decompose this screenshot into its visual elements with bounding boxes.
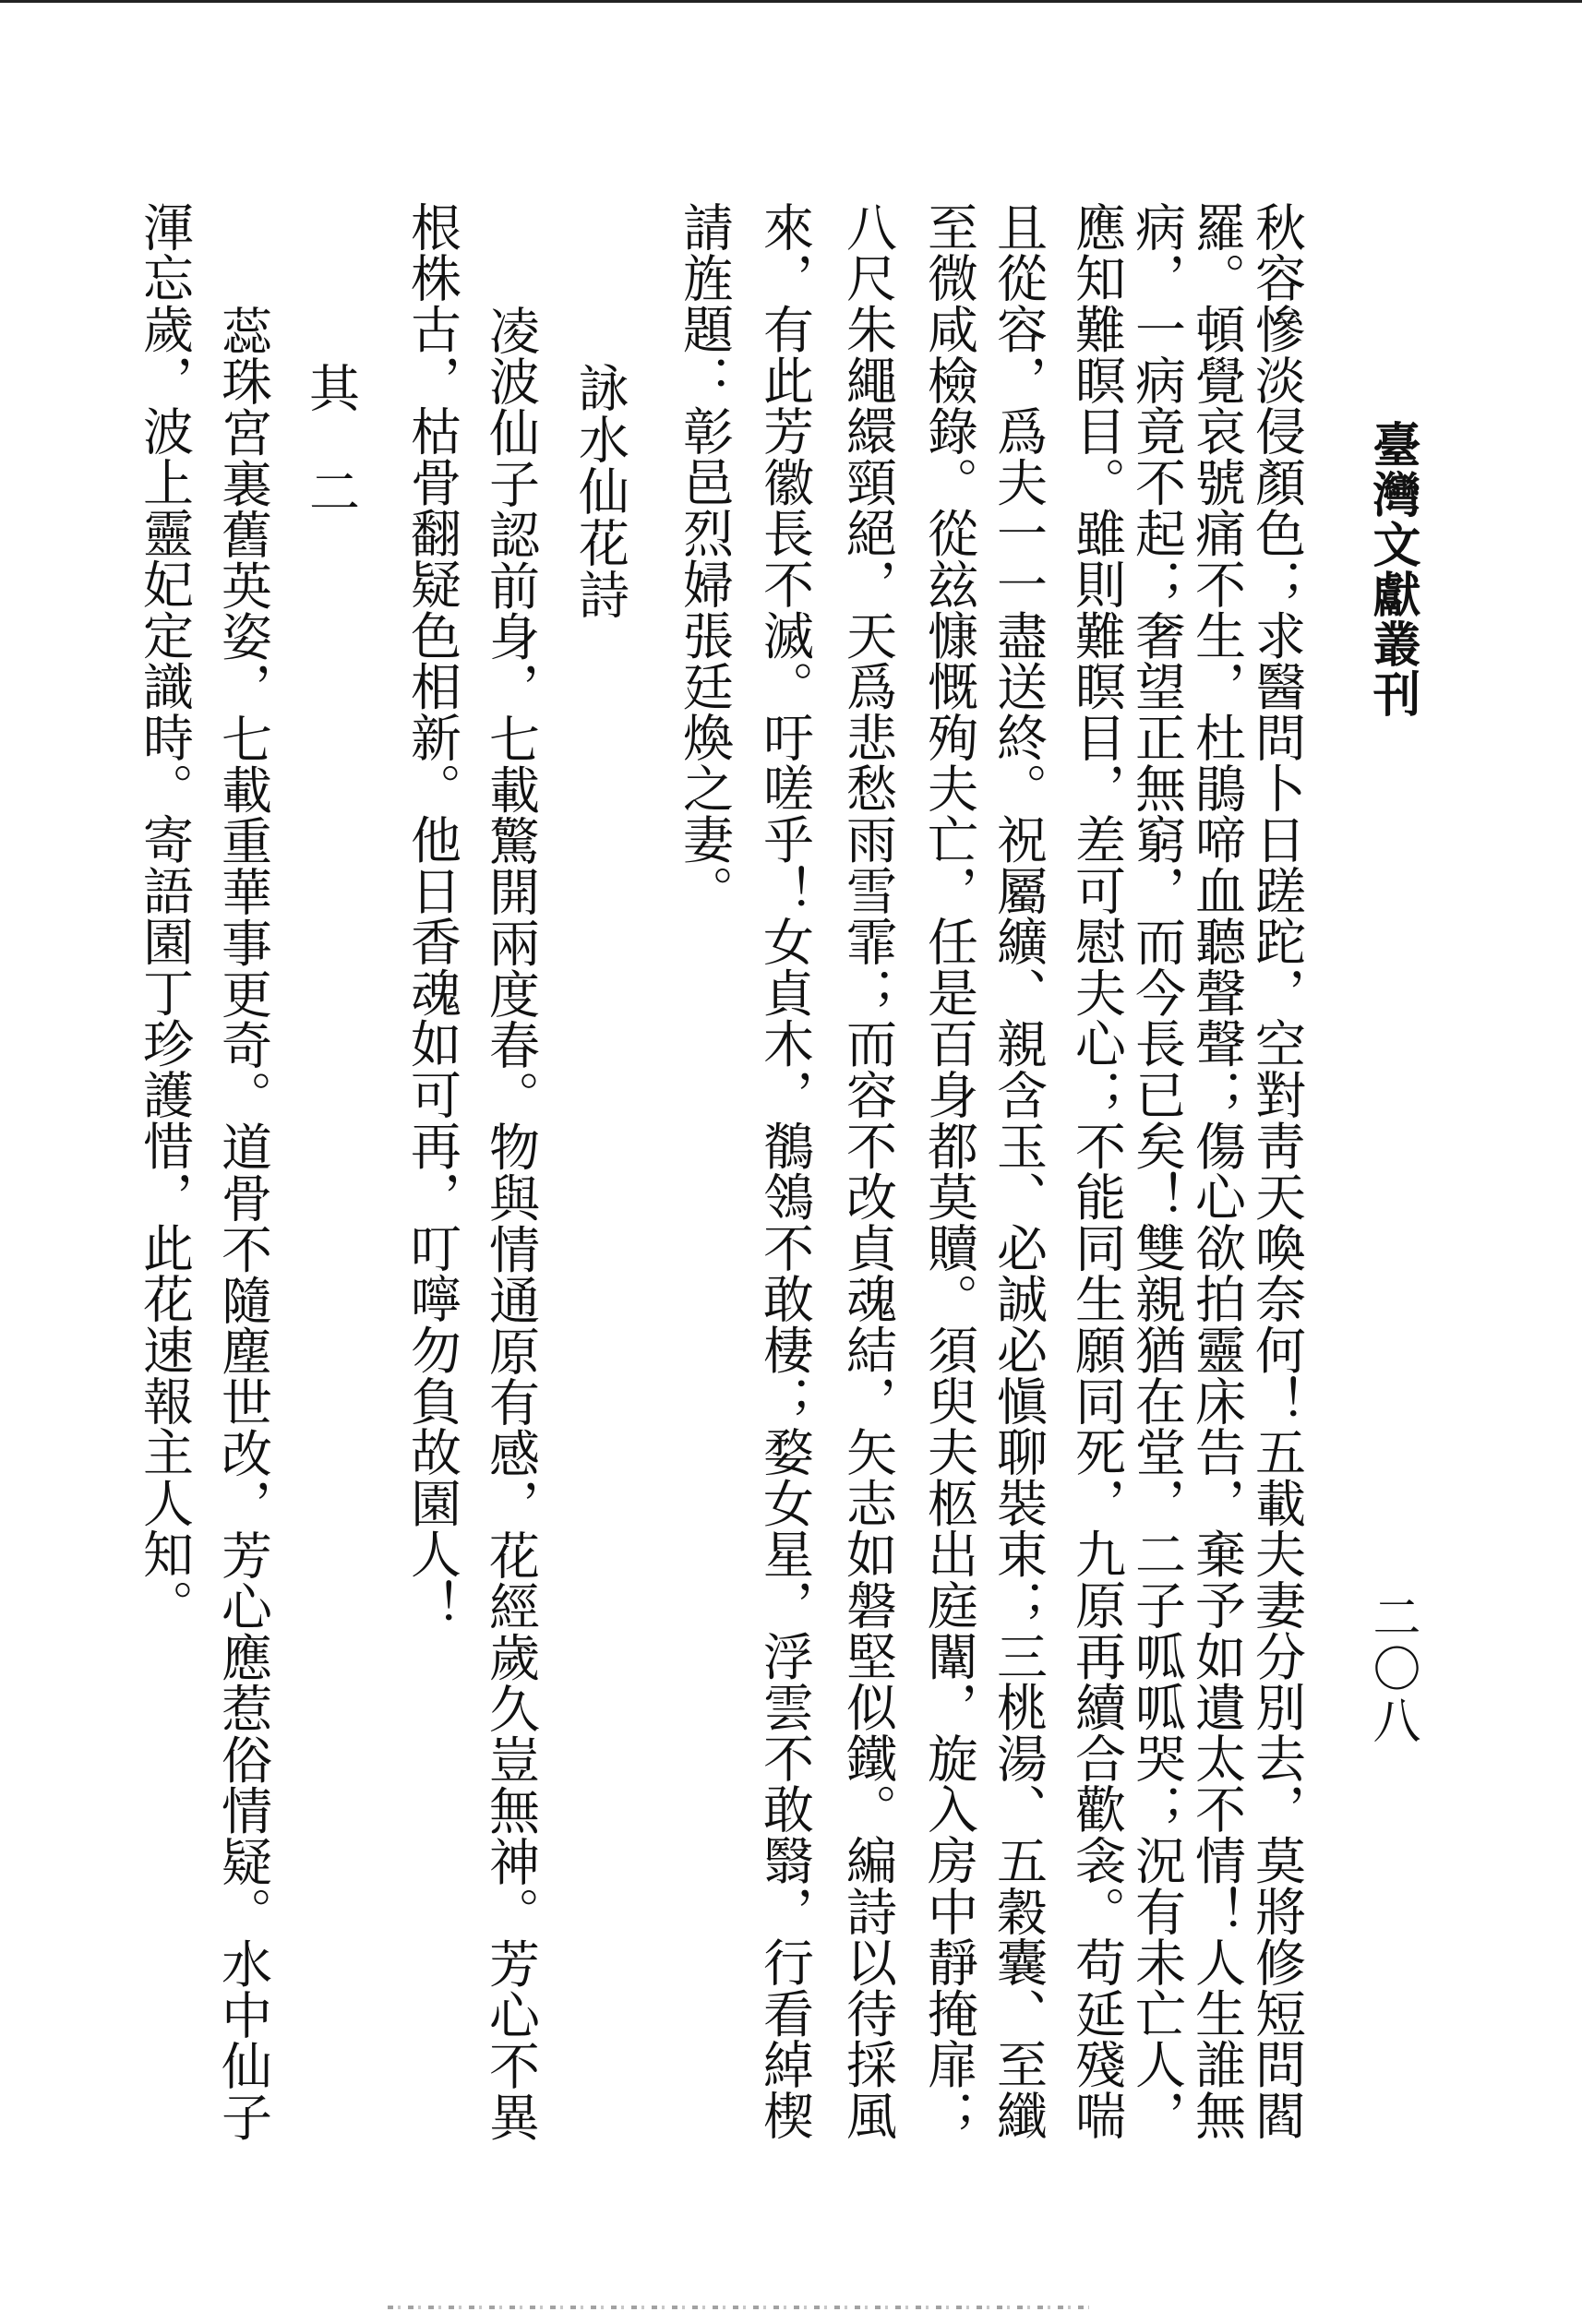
text-column-8: 來，有此芳徽長不滅。吁嗟乎！女貞木，鶺鴒不敢棲；婺女星，浮雲不敢翳，行看綽楔 <box>755 201 814 2141</box>
text-column-3: 病，一病竟不起；奢望正無窮，而今長已矣！雙親猶在堂，二子呱呱哭；況有未亡人， <box>1127 201 1186 2141</box>
text-column-14: 蕊珠宮裏舊英姿，七載重華事更奇。道骨不隨塵世改，芳心應惹俗情疑。水中仙子 <box>213 305 272 2142</box>
page-number: 二〇八 <box>1364 1592 1420 1747</box>
text-column-7: 八尺朱繩繯頸絕，天爲悲愁雨雪霏；而容不改貞魂結，矢志如磐堅似鐵。編詩以待採風 <box>838 201 897 2141</box>
text-column-5: 且從容，爲夫一一盡送終。祝屬纊、親含玉、必誠必愼聊裝束；三桃湯、五穀囊、至纖 <box>989 201 1048 2141</box>
scan-noise-bottom <box>388 2306 1089 2309</box>
text-column-1: 秋容慘淡侵顏色；求醫問卜日蹉跎，空對靑天喚奈何！五載夫妻分別去，莫將修短問閻 <box>1247 201 1306 2141</box>
top-border-line <box>0 0 1582 3</box>
poem-subtitle-second: 其 二 <box>301 362 360 517</box>
text-column-11: 凌波仙子認前身，七載驚開兩度春。物與情通原有感，花經歲久豈無神。芳心不異 <box>481 305 540 2142</box>
text-column-12: 根株古，枯骨翻疑色相新。他日香魂如可再，叮嚀勿負故園人！ <box>402 201 461 1631</box>
text-column-6: 至微咸檢錄。從玆慷慨殉夫亡，任是百身都莫贖。須臾夫柩出庭闈，旋入房中靜掩扉； <box>919 201 978 2141</box>
poem-title-narcissus: 詠水仙花詩 <box>570 362 629 620</box>
text-column-9: 請旌題：彰邑烈婦張廷煥之妻。 <box>675 201 734 916</box>
text-column-4: 應知難瞑目。雖則難瞑目，差可慰夫心；不能同生願同死，九原再續合歡衾。苟延殘喘 <box>1067 201 1126 2141</box>
text-column-2: 羅。頓覺哀號痛不生，杜鵑啼血聽聲聲；傷心欲拍靈床告，棄予如遺太不情！人生誰無 <box>1187 201 1246 2141</box>
text-column-15: 渾忘歲，波上靈妃定識時。寄語園丁珍護惜，此花速報主人知。 <box>135 201 194 1631</box>
journal-title: 臺灣文獻叢刊 <box>1364 420 1420 719</box>
